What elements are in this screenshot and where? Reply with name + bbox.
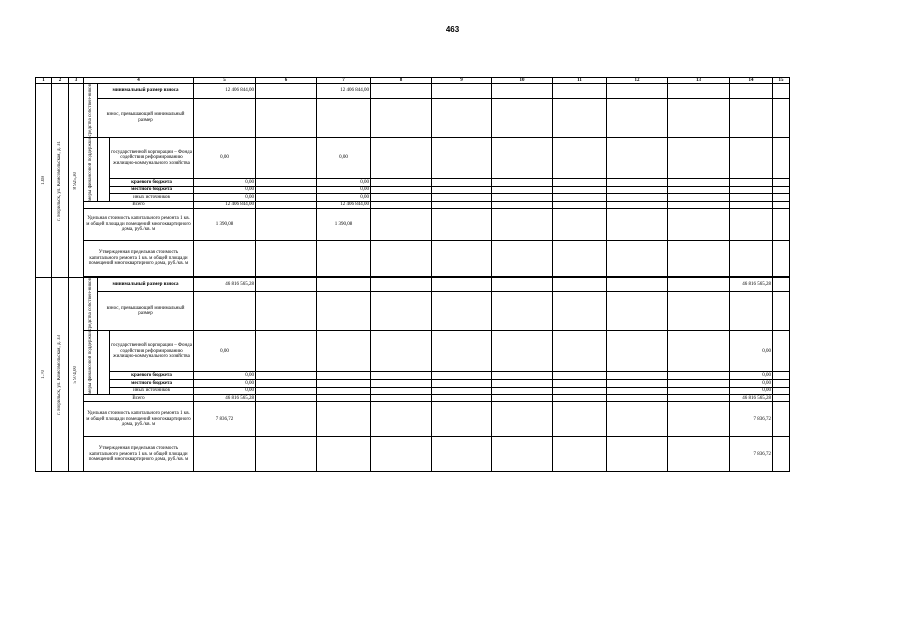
value-cell — [317, 387, 371, 395]
value-cell — [730, 98, 773, 137]
table-row — [36, 395, 790, 402]
table-row — [36, 387, 790, 395]
row-label: Всего — [84, 201, 194, 208]
value-cell: 0,00 — [194, 179, 256, 187]
value-cell: 0,00 — [317, 137, 371, 178]
value-cell: 1 390,08 — [194, 208, 256, 240]
table-row — [36, 194, 790, 202]
value-cell: 12 406 844,00 — [317, 201, 371, 208]
row-label: государственной корпорации – Фонда содействия реформированию жилищно-коммунального хозяйства — [110, 137, 194, 178]
row-label: иных источников — [110, 194, 194, 202]
value-cell: 0,00 — [317, 186, 371, 194]
value-cell — [317, 402, 371, 437]
spacer-cell — [98, 331, 110, 395]
value-cell: 46 816 565,28 — [730, 277, 773, 291]
value-cell — [317, 277, 371, 291]
value-cell — [317, 292, 371, 331]
value-cell — [730, 84, 773, 98]
value-cell — [317, 437, 371, 472]
value-cell: 0,00 — [194, 194, 256, 202]
header-cell: 13 — [668, 78, 730, 84]
page-number: 463 — [445, 25, 460, 34]
value-cell: 0,00 — [194, 331, 256, 372]
value-cell — [730, 292, 773, 331]
value-cell: 7 836,72 — [730, 437, 773, 472]
value-cell — [317, 98, 371, 137]
table-row — [36, 137, 790, 178]
value-cell: 0,00 — [730, 380, 773, 388]
table-row — [36, 84, 790, 98]
header-cell: 8 — [371, 78, 432, 84]
header-cell: 7 — [317, 78, 371, 84]
value-cell — [730, 179, 773, 187]
row-label: взнос, превышающий минимальный размер — [98, 292, 194, 331]
table-row — [36, 201, 790, 208]
header-cell: 2 — [52, 78, 69, 84]
value-cell — [730, 208, 773, 240]
row-label: местного бюджета — [110, 186, 194, 194]
value-cell: 0,00 — [194, 372, 256, 380]
row-label: краевого бюджета — [110, 372, 194, 380]
row-number: 1.69 — [36, 84, 52, 277]
row-label: местного бюджета — [110, 380, 194, 388]
table-row — [36, 437, 790, 472]
spacer-cell — [98, 137, 110, 201]
house-area: 5 974,00 — [69, 277, 84, 471]
row-label: взнос, превышающий минимальный размер — [98, 98, 194, 137]
table-row — [36, 277, 790, 291]
value-cell — [730, 137, 773, 178]
value-cell — [194, 98, 256, 137]
value-cell — [317, 395, 371, 402]
table-row — [36, 380, 790, 388]
value-cell: 46 816 565,28 — [194, 277, 256, 291]
header-cell: 14 — [730, 78, 773, 84]
value-cell — [194, 240, 256, 276]
value-cell: 46 816 565,28 — [194, 395, 256, 402]
row-label: минимальный размер взноса — [98, 84, 194, 98]
table-row — [36, 179, 790, 187]
header-cell: 12 — [607, 78, 668, 84]
house-address: г. Норильск, ул. Комсомольская, д. 33 — [52, 277, 69, 471]
value-cell: 46 816 565,28 — [730, 395, 773, 402]
row-label: Всего — [84, 395, 194, 402]
value-cell: 12 406 844,00 — [317, 84, 371, 98]
table-row — [36, 402, 790, 437]
table-row — [36, 292, 790, 331]
table-row — [36, 186, 790, 194]
value-cell: 0,00 — [730, 331, 773, 372]
owner-funds-group: средства собствен-ников — [84, 84, 98, 138]
value-cell: 0,00 — [317, 194, 371, 202]
header-cell: 10 — [492, 78, 553, 84]
house-address: г. Норильск, ул. Комсомольская, д. 31 — [52, 84, 69, 277]
value-cell — [730, 201, 773, 208]
row-label: Удельная стоимость капитального ремонта 1 кв. м общей площади помещений многоквартирного дома, руб./кв. м — [84, 208, 194, 240]
value-cell — [730, 194, 773, 202]
value-cell — [194, 292, 256, 331]
value-cell: 0,00 — [317, 179, 371, 187]
table-row — [36, 372, 790, 380]
value-cell: 0,00 — [730, 387, 773, 395]
table-row — [36, 331, 790, 372]
financial-support-group: меры финансовой поддержки — [84, 331, 98, 395]
row-label: Удельная стоимость капитального ремонта 1 кв. м общей площади помещений многоквартирного дома, руб./кв. м — [84, 402, 194, 437]
value-cell — [317, 372, 371, 380]
row-number: 1.70 — [36, 277, 52, 471]
value-cell — [317, 240, 371, 276]
value-cell — [317, 380, 371, 388]
value-cell: 7 836,72 — [194, 402, 256, 437]
owner-funds-group: средства собствен-ников — [84, 277, 98, 331]
value-cell: 0,00 — [194, 387, 256, 395]
value-cell — [730, 186, 773, 194]
header-cell: 4 — [84, 78, 194, 84]
value-cell: 12 406 844,00 — [194, 201, 256, 208]
header-cell: 11 — [553, 78, 607, 84]
header-cell: 6 — [256, 78, 317, 84]
row-label: Утвержденная предельная стоимость капитального ремонта 1 кв. м общей площади помещений многоквартирного дома, руб./кв. м — [84, 240, 194, 276]
value-cell: 0,00 — [194, 186, 256, 194]
header-cell: 9 — [432, 78, 492, 84]
table-row — [36, 240, 790, 276]
header-cell: 1 — [36, 78, 52, 84]
row-label: минимальный размер взноса — [98, 277, 194, 291]
value-cell: 1 390,08 — [317, 208, 371, 240]
value-cell: 0,00 — [730, 372, 773, 380]
repair-cost-table — [35, 77, 790, 472]
row-label: Утвержденная предельная стоимость капитального ремонта 1 кв. м общей площади помещений многоквартирного дома, руб./кв. м — [84, 437, 194, 472]
house-area: 8 925,30 — [69, 84, 84, 277]
header-cell: 5 — [194, 78, 256, 84]
value-cell — [317, 331, 371, 372]
row-label: иных источников — [110, 387, 194, 395]
value-cell: 0,00 — [194, 380, 256, 388]
table-row — [36, 98, 790, 137]
value-cell: 7 836,72 — [730, 402, 773, 437]
financial-support-group: меры финансовой поддержки — [84, 137, 98, 201]
value-cell — [730, 240, 773, 276]
value-cell: 0,00 — [194, 137, 256, 178]
row-label: государственной корпорации – Фонда содействия реформированию жилищно-коммунального хозяйства — [110, 331, 194, 372]
header-cell: 3 — [69, 78, 84, 84]
table-row — [36, 208, 790, 240]
row-label: краевого бюджета — [110, 179, 194, 187]
header-cell: 15 — [773, 78, 790, 84]
value-cell: 12 406 844,00 — [194, 84, 256, 98]
value-cell — [194, 437, 256, 472]
